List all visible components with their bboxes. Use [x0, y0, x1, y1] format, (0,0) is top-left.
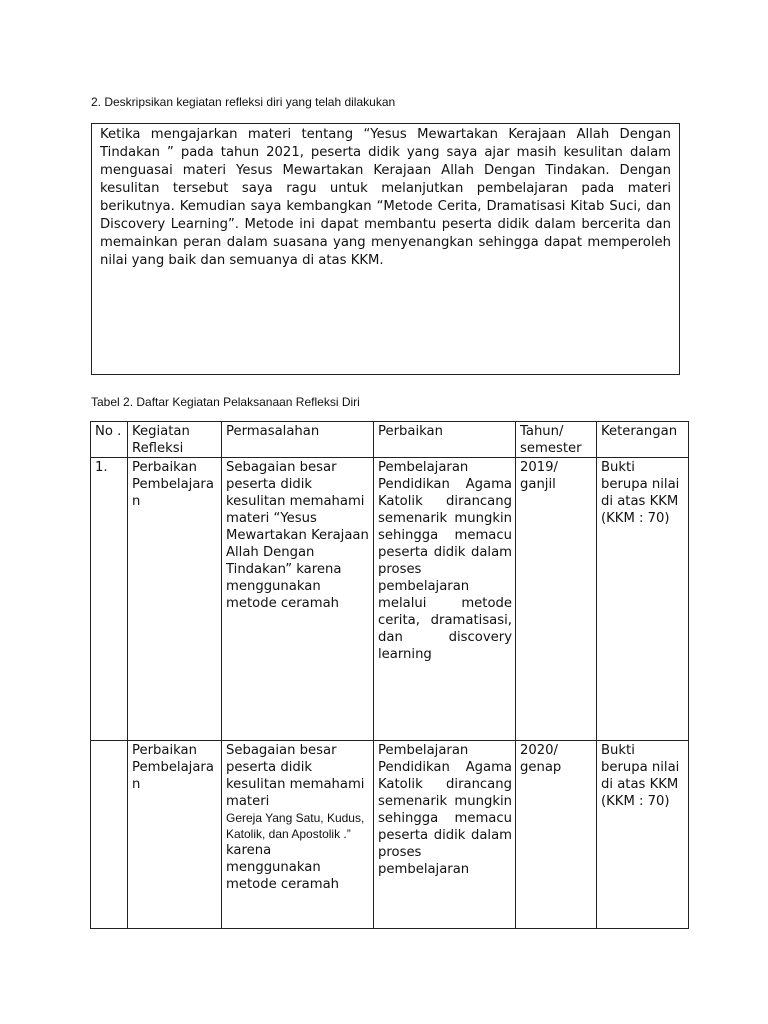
cell-perbaikan: Pembelajaran Pendidikan Agama Katolik dirancang semenarik mungkin sehingga memacu peserta didik dalam proses pembelajaran melalui metode cerita, dramatisasi, dan discovery learning	[374, 458, 516, 741]
cell-perbaikan: Pembelajaran Pendidikan Agama Katolik dirancang semenarik mungkin sehingga memacu peserta didik dalam proses pembelajaran	[374, 741, 516, 929]
cell-kegiatan: Perbaikan Pembelajaran	[128, 741, 222, 929]
header-tahun: Tahun/ semester	[516, 422, 597, 458]
description-box	[91, 123, 680, 375]
cell-kegiatan: Perbaikan Pembelajaran	[128, 458, 222, 741]
cell-no: 1.	[91, 458, 128, 741]
cell-keterangan: Bukti berupa nilai di atas KKM (KKM : 70)	[597, 458, 689, 741]
table-row	[91, 741, 689, 929]
permasalahan-text-c: karena menggunakan metode ceramah	[226, 843, 340, 892]
reflection-table	[90, 421, 689, 929]
cell-keterangan: Bukti berupa nilai di atas KKM (KKM : 70)	[597, 741, 689, 929]
header-kegiatan: Kegiatan Refleksi	[128, 422, 222, 458]
header-permasalahan: Permasalahan	[222, 422, 374, 458]
table-header-row	[91, 422, 689, 458]
cell-tahun: 2020/ genap	[516, 741, 597, 929]
cell-permasalahan: Sebagaian besar peserta didik kesulitan memahami materi “Yesus Mewartakan Kerajaan Allah Dengan Tindakan” karena menggunakan metode ceramah	[222, 458, 374, 741]
permasalahan-text-a: Sebagaian besar peserta didik kesulitan memahami materi	[226, 743, 365, 809]
permasalahan-text-b: Gereja Yang Satu, Kudus, Katolik, dan Apostolik .”	[226, 811, 365, 841]
cell-no	[91, 741, 128, 929]
section-heading: 2. Deskripsikan kegiatan refleksi diri yang telah dilakukan	[91, 95, 396, 109]
description-text: Ketika mengajarkan materi tentang “Yesus Mewartakan Kerajaan Allah Dengan Tindakan ” pada tahun 2021, peserta didik yang saya ajar masih kesulitan dalam menguasai materi Yesus Mewartakan Kerajaan Allah Dengan Tindakan. Dengan kesulitan tersebut saya ragu untuk melanjutkan pembelajaran pada materi berikutnya. Kemudian saya kembangkan “Metode Cerita, Dramatisasi Kitab Suci, dan Discovery Learning”. Metode ini dapat membantu peserta didik dalam bercerita dan memainkan peran dalam suasana yang menyenangkan sehingga dapat memperoleh nilai yang baik dan semuanya di atas KKM.	[100, 127, 671, 268]
cell-permasalahan	[222, 741, 374, 929]
table-row	[91, 458, 689, 741]
cell-tahun: 2019/ ganjil	[516, 458, 597, 741]
table-caption: Tabel 2. Daftar Kegiatan Pelaksanaan Refleksi Diri	[91, 395, 360, 409]
header-perbaikan: Perbaikan	[374, 422, 516, 458]
header-no: No .	[91, 422, 128, 458]
header-keterangan: Keterangan	[597, 422, 689, 458]
